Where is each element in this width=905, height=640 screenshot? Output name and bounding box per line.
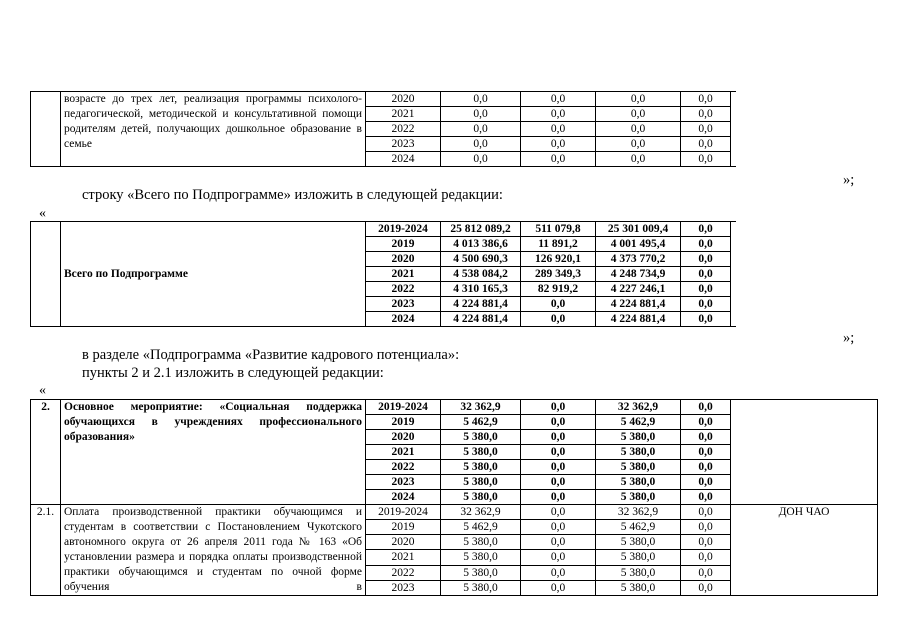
year-cell: 2021 <box>366 445 441 460</box>
regional-cell: 5 380,0 <box>596 535 681 550</box>
total-cell: 32 362,9 <box>441 505 521 520</box>
other-cell: 0,0 <box>681 252 731 267</box>
year-cell: 2023 <box>366 475 441 490</box>
federal-cell: 0,0 <box>521 122 596 137</box>
year-cell: 2020 <box>366 252 441 267</box>
other-cell: 0,0 <box>681 415 731 430</box>
other-cell: 0,0 <box>681 222 731 237</box>
year-cell: 2020 <box>366 430 441 445</box>
table-1 <box>30 91 736 167</box>
regional-cell: 32 362,9 <box>596 505 681 520</box>
regional-cell: 5 380,0 <box>596 580 681 595</box>
description-cell: Оплата производственной практики обучающимся и студентам в соответствии с Постановлением Чукотского автономного округа от 26 апреля 2011 года № 163 «Об установлении размера и порядка оплаты производственной практики обучающимся и студентам по очной форме обучения в <box>61 505 366 596</box>
regional-cell: 0,0 <box>596 92 681 107</box>
closing-quote-2: »; <box>843 330 855 346</box>
regional-cell: 25 301 009,4 <box>596 222 681 237</box>
total-cell: 5 380,0 <box>441 535 521 550</box>
federal-cell: 0,0 <box>521 550 596 565</box>
federal-cell: 0,0 <box>521 400 596 415</box>
year-cell: 2019 <box>366 415 441 430</box>
year-cell: 2024 <box>366 312 441 327</box>
paragraph-text-1: строку «Всего по Подпрограмме» изложить в следующей редакции: <box>82 187 503 203</box>
total-cell: 4 538 084,2 <box>441 267 521 282</box>
total-cell: 0,0 <box>441 122 521 137</box>
year-cell: 2019-2024 <box>366 505 441 520</box>
total-label-cell: Всего по Подпрограмме <box>61 222 366 327</box>
regional-cell: 5 380,0 <box>596 550 681 565</box>
federal-cell: 511 079,8 <box>521 222 596 237</box>
total-cell: 0,0 <box>441 152 521 167</box>
federal-cell: 0,0 <box>521 535 596 550</box>
year-cell: 2022 <box>366 122 441 137</box>
description-cell: возрасте до трех лет, реализация программы психолого-педагогической, методической и консультативной помощи родителям детей, получающих дошкольное образование в семье <box>61 92 366 167</box>
federal-cell: 0,0 <box>521 297 596 312</box>
closing-quote-1: »; <box>843 172 855 188</box>
other-cell: 0,0 <box>681 152 731 167</box>
other-cell: 0,0 <box>681 122 731 137</box>
total-cell: 5 380,0 <box>441 460 521 475</box>
regional-cell: 32 362,9 <box>596 400 681 415</box>
executor-cell: ДОН ЧАО <box>731 505 878 596</box>
federal-cell: 82 919,2 <box>521 282 596 297</box>
opening-quote-1: « <box>39 206 46 221</box>
regional-cell: 4 224 881,4 <box>596 297 681 312</box>
description-cell: Основное мероприятие: «Социальная поддержка обучающихся в учреждениях профессионального образования» <box>61 400 366 505</box>
year-cell: 2023 <box>366 580 441 595</box>
regional-cell: 0,0 <box>596 152 681 167</box>
federal-cell: 289 349,3 <box>521 267 596 282</box>
federal-cell: 0,0 <box>521 580 596 595</box>
other-cell: 0,0 <box>681 550 731 565</box>
federal-cell: 0,0 <box>521 430 596 445</box>
table-2-total <box>30 221 736 327</box>
year-cell: 2019-2024 <box>366 222 441 237</box>
table-row <box>31 400 878 415</box>
item-number-cell: 2. <box>31 400 61 505</box>
total-cell: 4 500 690,3 <box>441 252 521 267</box>
other-cell: 0,0 <box>681 237 731 252</box>
federal-cell: 0,0 <box>521 92 596 107</box>
other-cell: 0,0 <box>681 580 731 595</box>
other-cell: 0,0 <box>681 92 731 107</box>
executor-cell <box>731 92 736 167</box>
other-cell: 0,0 <box>681 312 731 327</box>
federal-cell: 0,0 <box>521 107 596 122</box>
total-cell: 5 380,0 <box>441 490 521 505</box>
federal-cell: 0,0 <box>521 312 596 327</box>
year-cell: 2019 <box>366 237 441 252</box>
year-cell: 2022 <box>366 460 441 475</box>
federal-cell: 0,0 <box>521 475 596 490</box>
other-cell: 0,0 <box>681 535 731 550</box>
year-cell: 2021 <box>366 550 441 565</box>
year-cell: 2023 <box>366 297 441 312</box>
regional-cell: 5 380,0 <box>596 475 681 490</box>
other-cell: 0,0 <box>681 400 731 415</box>
year-cell: 2019 <box>366 520 441 535</box>
total-cell: 5 380,0 <box>441 445 521 460</box>
paragraph-text-2: в разделе «Подпрограмма «Развитие кадрового потенциала»: <box>82 347 460 363</box>
federal-cell: 11 891,2 <box>521 237 596 252</box>
total-cell: 5 380,0 <box>441 550 521 565</box>
other-cell: 0,0 <box>681 282 731 297</box>
year-cell: 2023 <box>366 137 441 152</box>
regional-cell: 5 462,9 <box>596 415 681 430</box>
year-cell: 2020 <box>366 535 441 550</box>
regional-cell: 0,0 <box>596 107 681 122</box>
total-cell: 5 380,0 <box>441 430 521 445</box>
year-cell: 2022 <box>366 565 441 580</box>
table-3-personnel <box>30 399 878 596</box>
total-cell: 0,0 <box>441 137 521 152</box>
other-cell: 0,0 <box>681 505 731 520</box>
federal-cell: 0,0 <box>521 460 596 475</box>
federal-cell: 126 920,1 <box>521 252 596 267</box>
federal-cell: 0,0 <box>521 137 596 152</box>
regional-cell: 5 380,0 <box>596 490 681 505</box>
executor-cell <box>731 222 736 327</box>
total-cell: 25 812 089,2 <box>441 222 521 237</box>
year-cell: 2024 <box>366 152 441 167</box>
other-cell: 0,0 <box>681 565 731 580</box>
total-cell: 4 224 881,4 <box>441 312 521 327</box>
total-cell: 0,0 <box>441 92 521 107</box>
item-number-cell: 2.1. <box>31 505 61 596</box>
regional-cell: 0,0 <box>596 122 681 137</box>
federal-cell: 0,0 <box>521 490 596 505</box>
regional-cell: 5 380,0 <box>596 430 681 445</box>
paragraph-text-3: пункты 2 и 2.1 изложить в следующей редакции: <box>82 365 384 381</box>
number-cell <box>31 222 61 327</box>
table-row <box>31 222 736 237</box>
total-cell: 32 362,9 <box>441 400 521 415</box>
total-cell: 4 013 386,6 <box>441 237 521 252</box>
regional-cell: 4 227 246,1 <box>596 282 681 297</box>
other-cell: 0,0 <box>681 137 731 152</box>
total-cell: 5 380,0 <box>441 475 521 490</box>
total-cell: 5 380,0 <box>441 580 521 595</box>
other-cell: 0,0 <box>681 520 731 535</box>
regional-cell: 4 001 495,4 <box>596 237 681 252</box>
year-cell: 2021 <box>366 267 441 282</box>
other-cell: 0,0 <box>681 490 731 505</box>
total-cell: 5 462,9 <box>441 520 521 535</box>
federal-cell: 0,0 <box>521 505 596 520</box>
federal-cell: 0,0 <box>521 445 596 460</box>
regional-cell: 0,0 <box>596 137 681 152</box>
year-cell: 2020 <box>366 92 441 107</box>
federal-cell: 0,0 <box>521 415 596 430</box>
regional-cell: 5 380,0 <box>596 460 681 475</box>
year-cell: 2022 <box>366 282 441 297</box>
other-cell: 0,0 <box>681 460 731 475</box>
table-row <box>31 505 878 520</box>
other-cell: 0,0 <box>681 297 731 312</box>
year-cell: 2024 <box>366 490 441 505</box>
other-cell: 0,0 <box>681 445 731 460</box>
federal-cell: 0,0 <box>521 565 596 580</box>
total-cell: 5 380,0 <box>441 565 521 580</box>
total-cell: 0,0 <box>441 107 521 122</box>
other-cell: 0,0 <box>681 475 731 490</box>
total-cell: 5 462,9 <box>441 415 521 430</box>
other-cell: 0,0 <box>681 430 731 445</box>
regional-cell: 4 224 881,4 <box>596 312 681 327</box>
opening-quote-2: « <box>39 383 46 398</box>
regional-cell: 5 380,0 <box>596 445 681 460</box>
regional-cell: 5 380,0 <box>596 565 681 580</box>
federal-cell: 0,0 <box>521 152 596 167</box>
other-cell: 0,0 <box>681 107 731 122</box>
regional-cell: 5 462,9 <box>596 520 681 535</box>
year-cell: 2019-2024 <box>366 400 441 415</box>
executor-cell <box>731 400 878 505</box>
other-cell: 0,0 <box>681 267 731 282</box>
regional-cell: 4 373 770,2 <box>596 252 681 267</box>
number-cell <box>31 92 61 167</box>
regional-cell: 4 248 734,9 <box>596 267 681 282</box>
total-cell: 4 310 165,3 <box>441 282 521 297</box>
total-cell: 4 224 881,4 <box>441 297 521 312</box>
year-cell: 2021 <box>366 107 441 122</box>
federal-cell: 0,0 <box>521 520 596 535</box>
table-row <box>31 92 736 107</box>
